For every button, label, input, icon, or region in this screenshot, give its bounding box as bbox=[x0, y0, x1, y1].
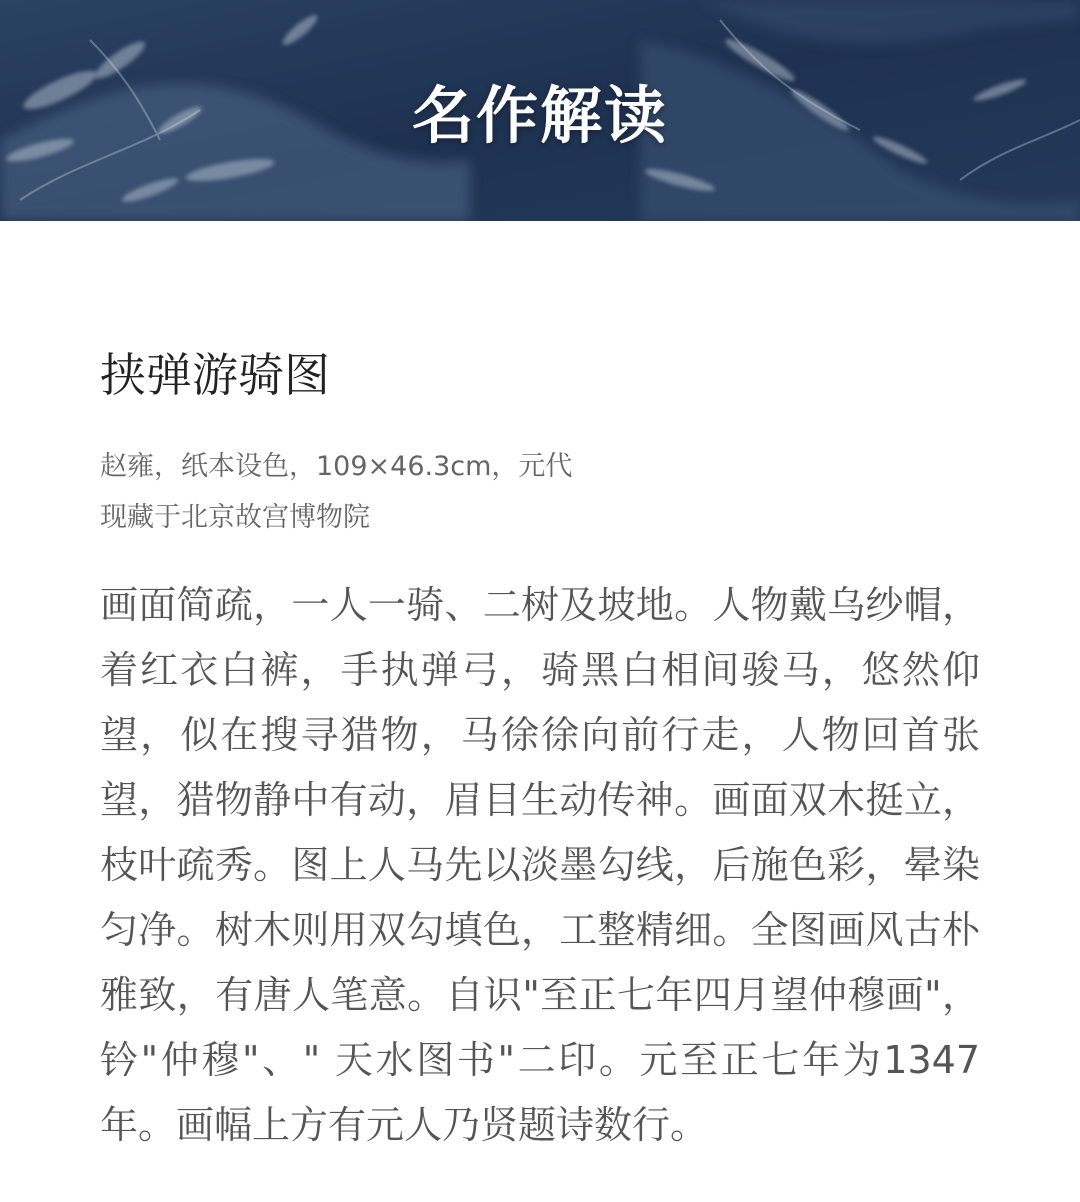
banner-title: 名作解读 bbox=[411, 79, 668, 152]
header-banner bbox=[0, 0, 1080, 221]
artwork-meta-author-medium: 赵雍，纸本设色，109×46.3cm，元代 bbox=[100, 451, 573, 482]
artwork-meta bbox=[100, 441, 980, 543]
article-content bbox=[100, 343, 980, 1158]
artwork-title: 挟弹游骑图 bbox=[100, 348, 330, 402]
artwork-meta-collection: 现藏于北京故宫博物院 bbox=[100, 502, 370, 533]
artwork-description: 画面简疏，一人一骑、二树及坡地。人物戴乌纱帽，着红衣白裤，手执弹弓，骑黑白相间骏马，悠然仰望，似在搜寻猎物，马徐徐向前行走，人物回首张望，猎物静中有动，眉目生动传神。画面双木挺立，枝叶疏秀。图上人马先以淡墨勾线，后施色彩，晕染匀净。树木则用双勾填色，工整精细。全图画风古朴雅致，有唐人笔意。自识"至正七年四月望仲穆画"，钤"仲穆"、" 天水图书"二印。元至正七年为1347年。画幅上方有元人乃贤题诗数行。 bbox=[100, 583, 980, 1147]
